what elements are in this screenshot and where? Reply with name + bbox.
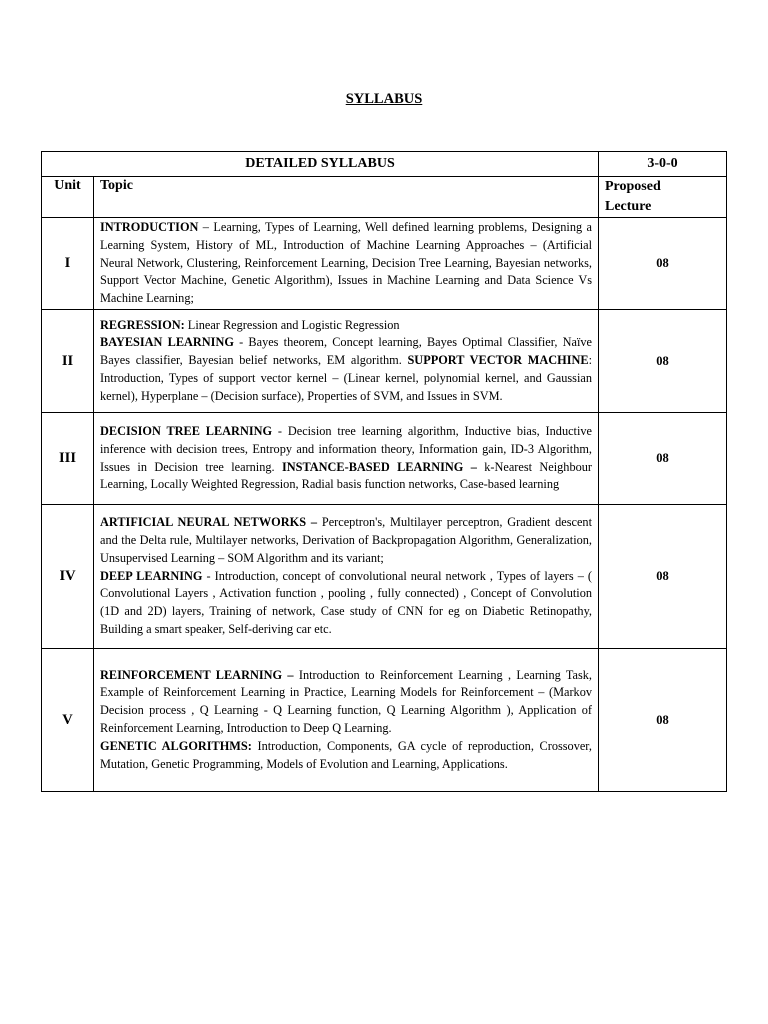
topic-heading: INSTANCE-BASED LEARNING – [281,459,477,474]
topic-text: - Bayes theorem, Concept learning, Bayes Optimal Classifier, Naïve Bayes classifier, Bayesian belief networks, EM algorithm. [100,335,592,368]
topic-cell [94,649,599,792]
unit-number: II [42,310,94,413]
lecture-count: 08 [599,218,727,310]
topic-heading: REGRESSION: [100,317,185,332]
topic-text: Introduction to Reinforcement Learning , Learning Task, Example of Reinforcement Learning in Practice, Learning Models for Reinforcement – (Markov Decision process , Q Learning - Q Learning function, Q Learning Algorithm ), Application of Reinforcement Learning, Introduction to Deep Q Learning. [100,667,592,735]
table-row [42,218,727,310]
topic-cell [94,310,599,413]
topic-paragraph [100,667,592,738]
topic-paragraph [100,317,592,335]
topic-paragraph [100,514,592,567]
credits-heading: 3-0-0 [599,152,727,177]
topic-paragraph [100,568,592,639]
topic-heading: INTRODUCTION [100,220,199,234]
table-header-row [42,152,727,177]
syllabus-table [41,151,727,792]
topic-text: - Decision tree learning algorithm, Inductive bias, Inductive inference with decision trees, Entropy and information theory, Information gain, ID-3 Algorithm, Issues in Decision tree learning. [100,423,592,474]
lecture-count: 08 [599,310,727,413]
topic-cell [94,505,599,649]
lecture-count: 08 [599,413,727,505]
topic-cell [94,413,599,505]
topic-text: Linear Regression and Logistic Regression [184,317,400,332]
topic-text: – Learning, Types of Learning, Well defined learning problems, Designing a Learning System, History of ML, Introduction of Machine Learning Approaches – (Artificial Neural Network, Clustering, Reinforcement Learning, Decision Tree Learning, Bayesian networks, Support Vector Machine, Genetic Algorithm), Issues in Machine Learning and Data Science Vs Machine Learning; [100,220,592,306]
lecture-header-line1: Proposed [605,179,661,194]
topic-paragraph [100,738,592,774]
table-row [42,413,727,505]
topic-text: Perceptron's, Multilayer perceptron, Gradient descent and the Delta rule, Multilayer networks, Derivation of Backpropagation Algorithm, Generalization, Unsupervised Learning – SOM Algorithm and its variant; [100,515,593,565]
topic-paragraph [100,219,592,308]
unit-number: IV [42,505,94,649]
topic-column-header: Topic [94,177,599,218]
lecture-header-line2: Lecture [605,199,652,214]
topic-heading: ARTIFICIAL NEURAL NETWORKS – [100,515,318,530]
topic-heading: REINFORCEMENT LEARNING – [100,667,294,682]
unit-number: V [42,649,94,792]
topic-heading: SUPPORT VECTOR MACHINE [407,353,589,368]
unit-number: I [42,218,94,310]
topic-text: Introduction, Components, GA cycle of reproduction, Crossover, Mutation, Genetic Programming, Models of Evolution and Learning, Applications. [100,738,592,771]
page-title: SYLLABUS [345,91,423,107]
topic-heading: GENETIC ALGORITHMS: [100,738,252,753]
topic-text: : Introduction, Types of support vector kernel – (Linear kernel, polynomial kernel, and Gaussian kernel), Hyperplane – (Decision surface), Properties of SVM, and Issues in SVM. [100,353,592,403]
table-row [42,505,727,649]
topic-heading: DEEP LEARNING [100,568,203,583]
topic-heading: DECISION TREE LEARNING [100,423,273,438]
lecture-column-header [599,177,727,218]
detailed-syllabus-heading: DETAILED SYLLABUS [42,152,599,177]
topic-text: - Introduction, concept of convolutional neural network , Types of layers – ( Convolutional Layers , Activation function , pooling , fully connected) , Concept of Convolution (1D and 2D) layers, Training of network, Case study of CNN for eg on Diabetic Retinopathy, Building a smart speaker, Self-deriving car etc. [100,568,593,636]
table-row [42,649,727,792]
unit-column-header: Unit [42,177,94,218]
table-row [42,310,727,413]
unit-number: III [42,413,94,505]
lecture-count: 08 [599,649,727,792]
topic-paragraph [100,423,592,494]
column-header-row [42,177,727,218]
lecture-count: 08 [599,505,727,649]
topic-cell [94,218,599,310]
topic-heading: BAYESIAN LEARNING [100,335,234,350]
topic-paragraph [100,334,592,405]
topic-text: k-Nearest Neighbour Learning, Locally Weighted Regression, Radial basis function networks, Case-based learning [100,459,592,492]
